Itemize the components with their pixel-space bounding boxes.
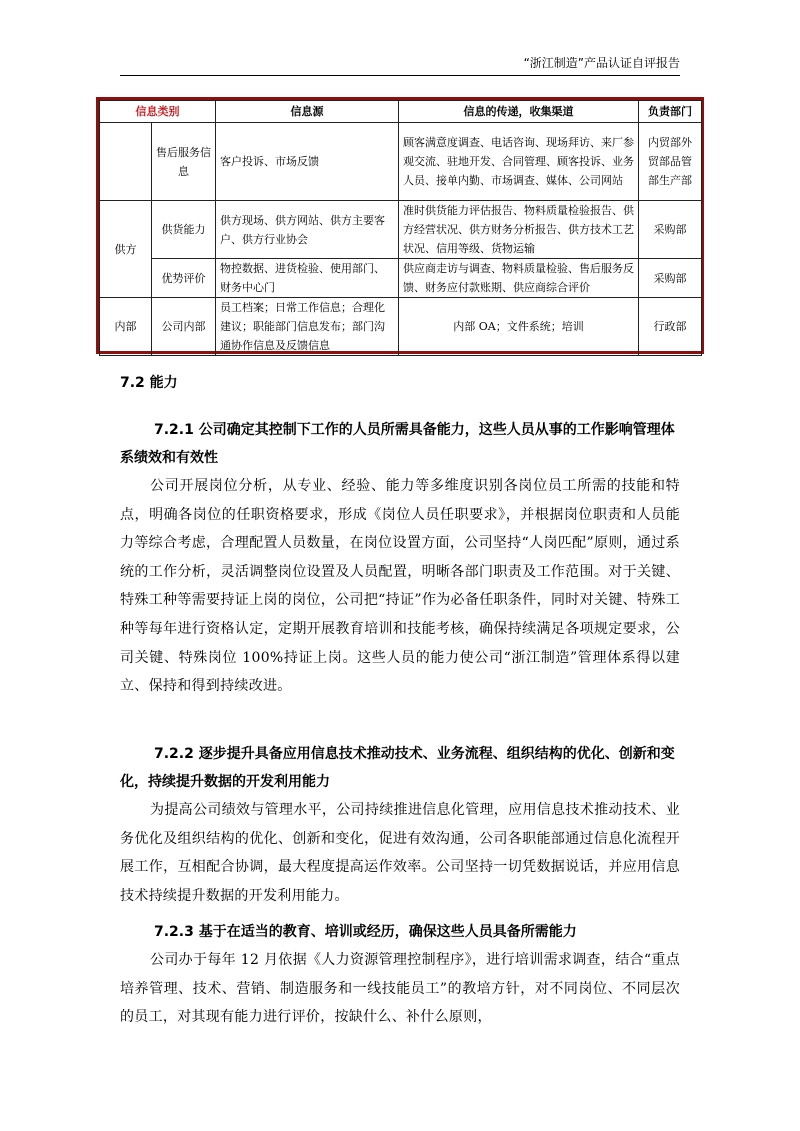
cell-source: 客户投诉、市场反馈	[216, 123, 399, 201]
content-block-7-2-3	[120, 918, 680, 1032]
table-row	[100, 123, 702, 201]
cell-dept: 行政部	[639, 298, 702, 356]
body-paragraph: 公司办于每年 12 月依据《人力资源管理控制程序》，进行培训需求调查，结合“重点培养管理、技术、营销、制造服务和一线技能员工”的教培方针，对不同岗位、不同层次的员工，对其现有能力进行评价，按缺什么、补什么原则，	[120, 952, 680, 1026]
cell-subcategory: 售后服务信息	[152, 123, 216, 201]
subsection-heading: 7.2.1 公司确定其控制下工作的人员所需具备能力，这些人员从事的工作影响管理体系绩效和有效性	[120, 422, 675, 466]
info-channel-table	[96, 97, 704, 354]
cell-dept: 内贸部外贸部品管部生产部	[639, 123, 702, 201]
cell-source: 员工档案；日常工作信息；合理化建议；职能部门信息发布；部门沟通协作信息及反馈信息	[216, 298, 399, 356]
col-header-channels: 信息的传递，收集渠道	[399, 101, 639, 123]
cell-subcategory: 优势评价	[152, 259, 216, 298]
col-header-source: 信息源	[216, 101, 399, 123]
cell-subcategory: 供货能力	[152, 201, 216, 259]
cell-category: 供方	[100, 201, 152, 298]
cell-channels: 内部 OA；文件系统；培训	[399, 298, 639, 356]
header-divider	[120, 75, 680, 76]
content-block-7-2-2	[120, 740, 680, 910]
subsection-heading: 7.2.3 基于在适当的教育、培训或经历，确保这些人员具备所需能力	[154, 924, 577, 940]
col-header-category: 信息类别	[100, 101, 216, 123]
body-paragraph: 公司开展岗位分析，从专业、经验、能力等多维度识别各岗位员工所需的技能和特点，明确各岗位的任职资格要求，形成《岗位人员任职要求》，并根据岗位职责和人员能力等综合考虑，合理配置人员数量，在岗位设置方面，公司坚持“人岗匹配”原则，通过系统的工作分析，灵活调整岗位设置及人员配置，明晰各部门职责及工作范围。对于关键、特殊工种等需要持证上岗的岗位，公司把“持证”作为必备任职条件，同时对关键、特殊工种等每年进行资格认定，定期开展教育培训和技能考核，确保持续满足各项规定要求，公司关键、特殊岗位 100%持证上岗。这些人员的能力使公司“浙江制造”管理体系得以建立、保持和得到持续改进。	[120, 478, 680, 695]
cell-dept: 采购部	[639, 259, 702, 298]
content-block-7-2-1	[120, 416, 680, 701]
table-row	[100, 298, 702, 356]
table-row	[100, 259, 702, 298]
page-header: “浙江制造”产品认证自评报告	[523, 56, 680, 70]
cell-channels: 供应商走访与调查、物料质量检验、售后服务反馈、财务应付款账期、供应商综合评价	[399, 259, 639, 298]
cell-subcategory: 公司内部	[152, 298, 216, 356]
table-header-row	[100, 101, 702, 123]
subsection-heading: 7.2.2 逐步提升具备应用信息技术推动技术、业务流程、组织结构的优化、创新和变化，持续提升数据的开发利用能力	[120, 746, 675, 790]
cell-category	[100, 123, 152, 201]
section-title: 7.2 能力	[120, 375, 178, 391]
cell-channels: 准时供货能力评估报告、物料质量检验报告、供方经营状况、供方财务分析报告、供方技术工艺状况、信用等级、货物运输	[399, 201, 639, 259]
cell-channels: 顾客满意度调查、电话咨询、现场拜访、来厂参观交流、驻地开发、合同管理、顾客投诉、业务人员、接单内勤、市场调查、媒体、公司网站	[399, 123, 639, 201]
cell-dept: 采购部	[639, 201, 702, 259]
col-header-dept: 负责部门	[639, 101, 702, 123]
table-row	[100, 201, 702, 259]
cell-source: 物控数据、进货检验、使用部门、财务中心门	[216, 259, 399, 298]
cell-category: 内部	[100, 298, 152, 356]
body-paragraph: 为提高公司绩效与管理水平，公司持续推进信息化管理，应用信息技术推动技术、业务优化及组织结构的优化、创新和变化，促进有效沟通，公司各职能部通过信息化流程开展工作，互相配合协调，最大程度提高运作效率。公司坚持一切凭数据说话，并应用信息技术持续提升数据的开发利用能力。	[120, 802, 680, 904]
cell-source: 供方现场、供方网站、供方主要客户、供方行业协会	[216, 201, 399, 259]
